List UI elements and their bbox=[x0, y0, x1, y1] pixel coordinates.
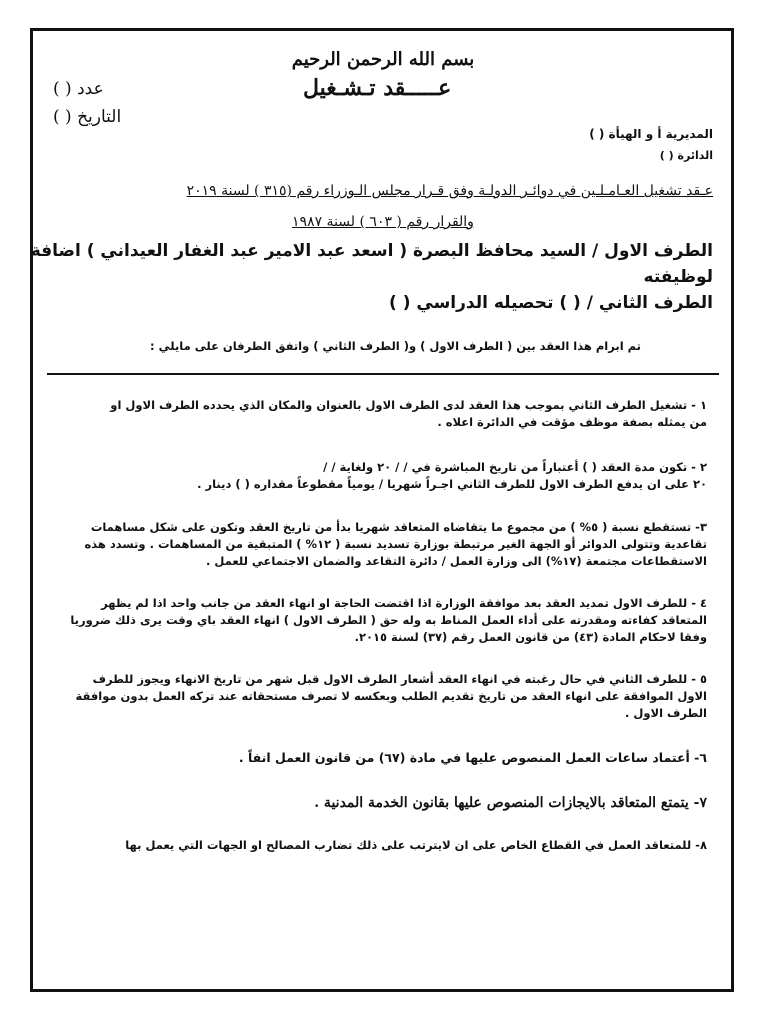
clause-line: المتعاقد كفاءته ومقدرته على أداء العمل المناط به وله حق ( الطرف الاول ) انهاء العقد باي وقت يرى ذلك ضروريا bbox=[70, 613, 707, 627]
clause-line: ٦- أعتماد ساعات العمل المنصوص عليها في مادة (٦٧) من قانون العمل انفاً . bbox=[238, 750, 707, 765]
clause-line: الاول الموافقة على انهاء العقد من تاريخ تقديم الطلب وبعكسه لا تصرف مستحقاته عند تركه العمل بدون موافقة bbox=[75, 689, 707, 703]
clause-line: ٨- للمتعاقد العمل في القطاع الخاص على ان لايترتب على ذلك تضارب المصالح او الجهات التي يعمل بها bbox=[125, 838, 707, 852]
document-frame bbox=[30, 28, 734, 992]
directorate-field: المديرية أ و الهيأة ( ) bbox=[589, 127, 713, 141]
clause-6 bbox=[57, 749, 707, 766]
clause-line: ٢٠ على ان يدفع الطرف الاول للطرف الثاني اجـراً شهريا / يومياً مقطوعاً مقداره ( ) دينار . bbox=[197, 477, 707, 491]
second-party: الطرف الثاني / ( ) تحصيله الدراسي ( ) bbox=[389, 293, 713, 313]
clause-line: ٣- تستقطع نسبة ( ٥% ) من مجموع ما يتقاضاه المتعاقد شهريا بدأ من تاريخ العقد وتكون على شكل مساهمات bbox=[90, 520, 707, 534]
clause-3 bbox=[57, 519, 707, 570]
clause-2 bbox=[57, 459, 707, 493]
department-field: الدائرة ( ) bbox=[659, 149, 713, 162]
clause-line: الطرف الاول . bbox=[625, 706, 707, 720]
clause-4 bbox=[57, 595, 707, 646]
clause-line: ٤ - للطرف الاول تمديد العقد بعد موافقة الوزارة اذا اقتضت الحاجة او انهاء العقد من جانب واحد اذا لم يظهر bbox=[101, 596, 707, 610]
contract-title: عـــــقد تـشـغيل bbox=[303, 75, 452, 101]
decision-reference: والقرار رقم ( ٦٠٣ ) لسنة ١٩٨٧ bbox=[292, 214, 474, 230]
title-row bbox=[33, 75, 733, 105]
first-party: الطرف الاول / السيد محافظ البصرة ( اسعد عبد الامير عبد الغفار العيداني ) اضافة bbox=[30, 241, 713, 261]
first-party-continued: لوظيفته bbox=[643, 267, 713, 287]
clause-1 bbox=[57, 397, 707, 431]
divider bbox=[47, 373, 719, 375]
clause-line: ٥ - للطرف الثاني في حال رغبته في انهاء العقد أشعار الطرف الاول قبل شهر من تاريخ الانهاء ويجوز للطرف bbox=[92, 672, 707, 686]
clause-line: تقاعدية وتتولى الدوائر أو الجهة الغير مرتبطة بوزارة تسديد نسبة ( ١٢% ) المتبقية من المساهمات . وتسدد هذه bbox=[84, 537, 707, 551]
clause-8 bbox=[57, 837, 707, 854]
clause-5 bbox=[57, 671, 707, 722]
clause-line: وفقا لاحكام المادة (٤٣) من قانون العمل رقم (٣٧) لسنة ٢٠١٥. bbox=[354, 630, 707, 644]
clause-line: ٧- يتمتع المتعاقد بالايجازات المنصوص عليها بقانون الخدمة المدنية . bbox=[314, 795, 707, 811]
clause-line: ١ - تشغيل الطرف الثاني بموجب هذا العقد لدى الطرف الاول بالعنوان والمكان الذي يحدده الطرف الاول او bbox=[110, 398, 707, 412]
clause-line: الاستقطاعات مجتمعة (١٧%) الى وزارة العمل / دائرة التقاعد والضمان الاجتماعي للعمل . bbox=[206, 554, 707, 568]
contract-number: عدد ( ) bbox=[53, 79, 104, 99]
basmala: بسم الله الرحمن الرحيم bbox=[291, 49, 475, 70]
contract-date: التاريخ ( ) bbox=[53, 107, 122, 127]
clause-line: من يمثله بصفة موظف مؤقت في الدائرة اعلاه . bbox=[437, 415, 707, 429]
clause-7 bbox=[57, 795, 707, 812]
clause-line: ٢ - تكون مدة العقد ( ) أعتباراً من تاريخ المباشرة في / / ٢٠ ولغاية / / bbox=[323, 460, 707, 474]
agreement-intro: تم ابرام هذا العقد بين ( الطرف الاول ) و( الطرف الثاني ) واتفق الطرفان على مايلي : bbox=[150, 339, 641, 353]
contract-basis: عـقد تشغيل العـامـلـين في دوائـر الدولـة وفق قـرار مجلس الـوزراء رقم (٣١٥ ) لسنة ٢٠١٩ bbox=[186, 183, 713, 199]
